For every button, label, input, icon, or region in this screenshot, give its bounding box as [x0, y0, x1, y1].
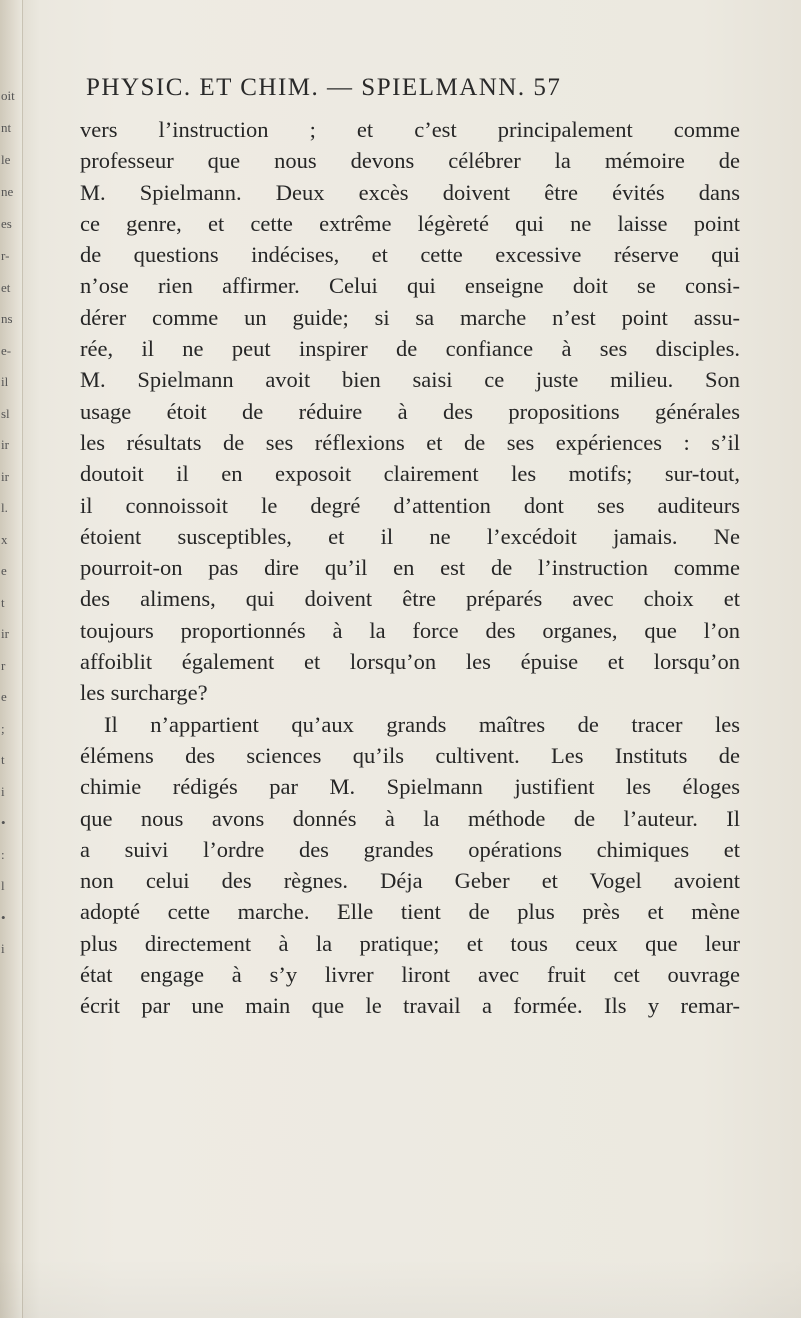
- text-line: affoiblit également et lorsqu’on les épuise et lorsqu’on: [80, 649, 740, 675]
- text-line: de questions indécises, et cette excessive réserve qui: [80, 242, 740, 268]
- margin-fragment: x: [1, 532, 8, 547]
- margin-fragment: ;: [1, 721, 5, 736]
- running-head: PHYSIC. ET CHIM. — SPIELMANN. 57: [86, 74, 562, 101]
- margin-fragment: e: [1, 563, 7, 578]
- margin-fragment: le: [1, 152, 11, 167]
- text-line: Il n’appartient qu’aux grands maîtres de tracer les: [104, 711, 740, 737]
- body-text: [80, 114, 740, 1022]
- text-line: usage étoit de réduire à des propositions générales: [80, 398, 740, 424]
- text-line: pourroit-on pas dire qu’il en est de l’instruction comme: [80, 555, 740, 581]
- text-line: élémens des sciences qu’ils cultivent. Les Instituts de: [80, 742, 740, 768]
- text-line: rée, il ne peut inspirer de confiance à ses disciples.: [80, 336, 740, 362]
- page-shadow: [0, 1258, 801, 1318]
- text-line: chimie rédigés par M. Spielmann justifient les éloges: [80, 774, 740, 800]
- margin-fragment: il: [1, 374, 9, 389]
- text-line: adopté cette marche. Elle tient de plus près et mène: [80, 899, 740, 925]
- text-line: état engage à s’y livrer liront avec fruit cet ouvrage: [80, 962, 740, 988]
- text-line: vers l’instruction ; et c’est principalement comme: [80, 117, 740, 142]
- margin-fragment: e-: [1, 343, 12, 358]
- margin-fragment: i: [1, 941, 5, 956]
- margin-fragment: nt: [1, 120, 12, 135]
- margin-fragment: r: [1, 658, 6, 673]
- text-line: que nous avons donnés à la méthode de l’auteur. Il: [80, 805, 740, 831]
- text-line: non celui des règnes. Déja Geber et Vogel avoient: [80, 868, 740, 894]
- text-line: M. Spielmann. Deux excès doivent être évités dans: [80, 179, 740, 205]
- margin-fragment: •: [1, 815, 6, 830]
- text-line: les résultats de ses réflexions et de ses expériences : s’il: [80, 429, 740, 455]
- facing-page-fragments: [0, 0, 22, 1318]
- text-line: M. Spielmann avoit bien saisi ce juste milieu. Son: [80, 367, 740, 393]
- margin-fragment: t: [1, 752, 5, 767]
- text-line: plus directement à la pratique; et tous ceux que leur: [80, 930, 740, 956]
- text-line: étoient susceptibles, et il ne l’excédoit jamais. Ne: [80, 523, 740, 549]
- margin-fragment: l: [1, 878, 5, 893]
- text-line: ce genre, et cette extrême légèreté qui ne laisse point: [80, 210, 740, 236]
- text-line: a suivi l’ordre des grandes opérations chimiques et: [80, 836, 740, 862]
- text-line: les surcharge?: [80, 680, 208, 706]
- margin-fragment: l.: [1, 500, 8, 515]
- margin-fragment: oit: [1, 88, 15, 103]
- margin-fragment: •: [1, 910, 6, 925]
- margin-fragment: ir: [1, 437, 9, 452]
- margin-fragment: ir: [1, 469, 9, 484]
- margin-fragment: ir: [1, 626, 9, 641]
- margin-fragment: ne: [1, 184, 14, 199]
- text-line: il connoissoit le degré d’attention dont ses auditeurs: [80, 492, 740, 518]
- text-line: professeur que nous devons célébrer la mémoire de: [80, 148, 740, 174]
- margin-fragment: :: [1, 847, 5, 862]
- margin-fragment: ns: [1, 311, 13, 326]
- margin-fragment: sl: [1, 406, 10, 421]
- margin-fragment: i: [1, 784, 5, 799]
- text-line: écrit par une main que le travail a formée. Ils y remar-: [80, 993, 740, 1019]
- text-line: n’ose rien affirmer. Celui qui enseigne doit se consi-: [80, 273, 740, 299]
- text-line: dérer comme un guide; si sa marche n’est point assu-: [80, 304, 740, 330]
- text-line: toujours proportionnés à la force des organes, que l’on: [80, 617, 740, 643]
- text-line: des alimens, qui doivent être préparés avec choix et: [80, 586, 740, 612]
- margin-fragment: et: [1, 280, 11, 295]
- margin-fragment: t: [1, 595, 5, 610]
- text-line: doutoit il en exposoit clairement les motifs; sur-tout,: [80, 461, 740, 487]
- margin-fragment: es: [1, 216, 12, 231]
- margin-fragment: e: [1, 689, 7, 704]
- margin-fragment: r-: [1, 248, 10, 263]
